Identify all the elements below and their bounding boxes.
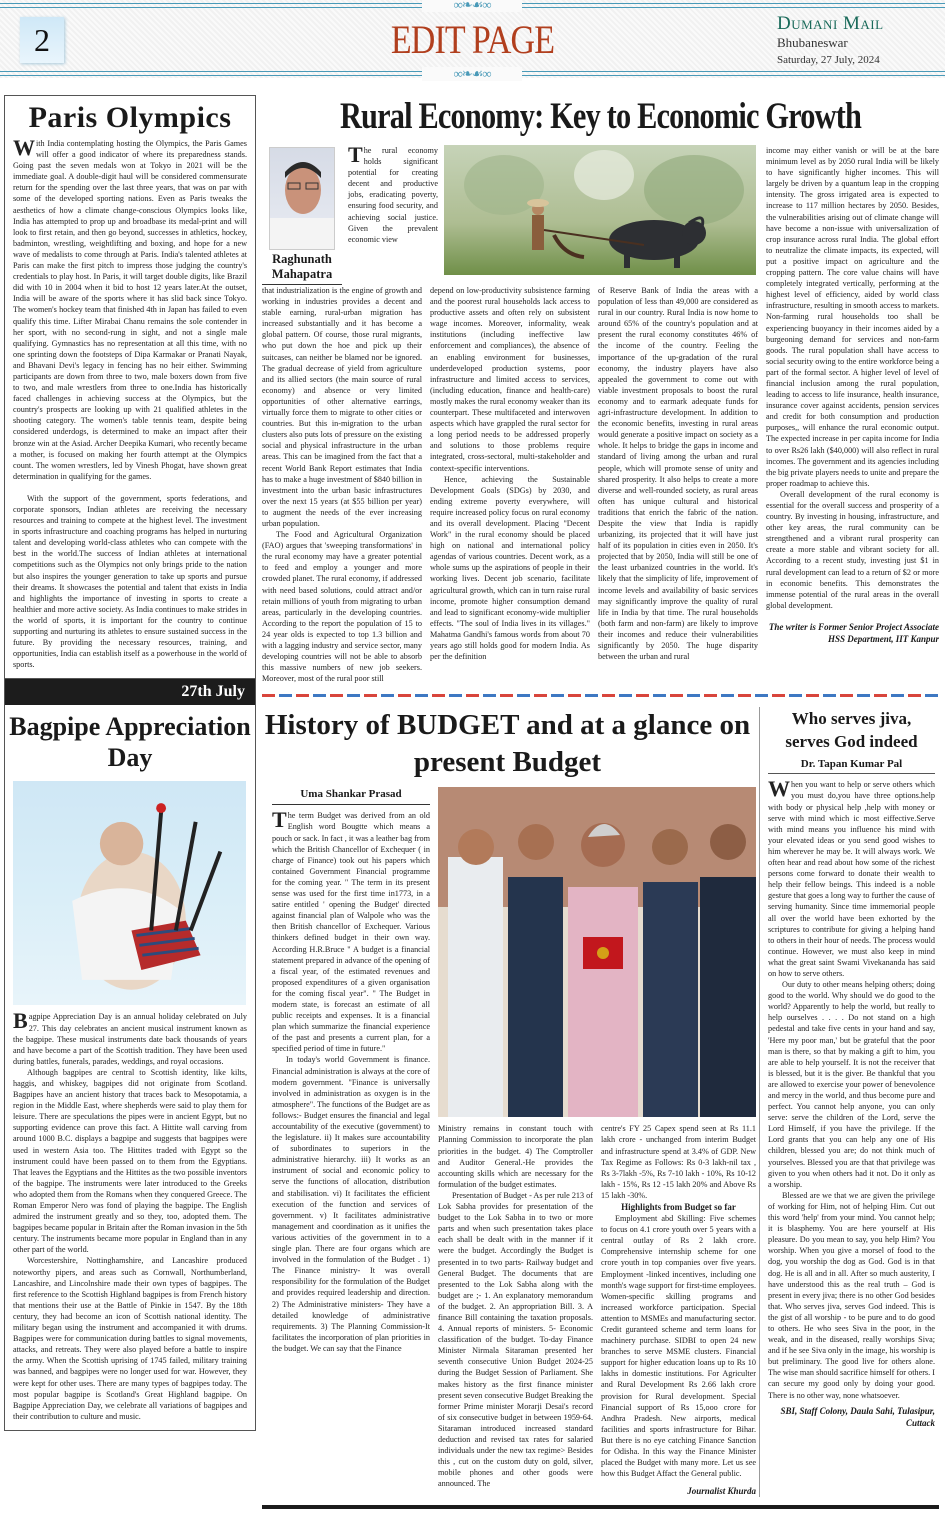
paragraph: The Food and Agricultural Organization (FAO) argues that 'sweeping transformations' in the rural economy may have a greater potential to feed and employ a younger and more crowded planet. The rural economy, if addressed with need based solutions, could attract and/or retain millions of youth from migrating to urban areas, particularly in the developing countries. According to the report the population of 15 to 24 year olds is expected to top 1.3 billion and with a lagging industry and service sector, many developing countries will not be able to absorb this massive numbers of new job seekers. Moreover, most of the rural poor still [262,530,422,684]
budget-presentation-photo [438,787,756,1117]
paragraph: With the support of the government, sports federations, and corporate sponsors, Indian athletes are receiving the necessary resources and training to compete at the highest level. The investment in sports infrastructure and coaching programs has helped in nurturing talent and developing world-class athletes who can compete with the best in the world.The success of Indian athletes at international competitions such as the Olympics not only brings pride to the nation but also inspires the younger generation to take up sports and pursue their dreams. It showcases the potential and talent that exists in India and highlights the importance of investing in sports to create a healthier and more active society. As India continues to make strides in the world of sports, it is important for the country to continue supporting and nurturing its athletes to ensure sustained success in the future. By providing the necessary resources, training, and opportunities, India can establish itself as a powerhouse in the world of sports. [13,493,247,670]
article-jiva [760,707,935,1428]
ornament-icon: ∞❧☙∞ [422,0,522,12]
paragraph: Our duty to other means helping others; doing good to the world. Why should we do good to the world? Apparently to help the world, but really to help ourselves . . . . Do not stand on a high pedestal and take five cents in your hand and say, 'Here my poor man,' but be grateful that the poor man is there, so that by making a gift to him, you are able to help yourself. It is not the receiver that is blessed, but it is the giver. Be thankful that you are allowed to exercise your power of benevolence and mercy in the world, and thus become pure and perfect. You cannot help anyone, you can only serve: serve the children of the Lord, serve the Lord Himself, if you have the privilege. If the Lord grants that you can help any one of His children, blessed you are; do not think much of yourselves. Blessed you are that that privilege was given to you when others had it not. Do it only as a worship. [768,980,935,1189]
article-title-budget: History of BUDGET and at a glance on present Budget [264,709,751,779]
rural-header-row [262,142,758,281]
author-credit: Journalist Khurda [687,1486,756,1497]
rural-article-body [262,142,940,684]
article-body [768,776,935,1400]
paragraph-text: agpipe Appreciation Day is an annual holiday celebrated on July 27. This day celebrates an ancient musical instrument known as the bagpipe. These musical instruments date back thousands of years and have become a part of the Scottish tradition. They have been used during battles, funerals, parades, weddings, and royal occasions. [13,1012,247,1066]
drop-cap: W [768,776,790,802]
drop-cap: W [13,135,35,160]
paragraph: that industrialization is the engine of growth and working in industries provides a decent and stable earning, rural-urban migration has increased substantially and it has become a global pattern. Of course, those rural migrants, who put down the hoe and pick up their suitcases, can neither be blamed nor be ignored. The gradual decrease of yield from agriculture and its allied sectors (the main source of rural economy) and absence or very limited opportunities of other alternative earrings, virtually force them to migrate to other cities or countries. But this in-migration to the urban clusters also puts lots of pressure on the existing social and physical infrastructure in the urban areas. This can be imagined from the fact that a recent World Bank Report estimates that India has to make a huge investment of $840 billion in investment into the urban basic infrastructures over the next 15 years (at $55 billion per year) to augment the needs of the ever increasing urban population. [262,286,422,528]
author-credit: SBI, Staff Colony, Daula Sahi, Tulasipur, Cuttack [780,1405,935,1428]
right-column [262,95,939,1509]
page-number: 2 [20,17,64,63]
edition-city: Bhubaneswar [777,35,848,50]
article-column [766,145,939,611]
author-block [262,145,342,285]
article-paris-olympics [4,95,256,679]
article-column [601,1123,756,1479]
bagpiper-photo [13,781,246,1005]
ornament-icon: ∞❧☙∞ [422,67,522,81]
drop-cap: B [13,1008,28,1034]
paragraph: In today's world Government is finance. Financial administration is always at the core of modern government. "Finance is universally involved in administration as oxygen is in the atmosphere". The functions of the Budget are as follows:- Budget ensures the financial and legal accountability of the executive (government) to the legislature. ii) It makes sure accountability of subordinates to superiors in the administrative hierarchy. iii) It works as an instrument of social and economic policy to serve the functions of allocation, distribution and stabilisation. vi) It facilitates the efficient execution of the function and services of government. v) It facilitates administrative management and coordination as it unifies the various activities of the government in to a single plan. There are four organs which are involved in the formulation of the Budget . 1) The Finance ministry- It was overall responsibility for the formulation of the Budget and provides required leadership and direction. 2) The Administrative ministers- They have a detailed knowledge of administrative requirements. 3) The Planning Commission-It facilitates the incorporation of plan priorities in the budget. We can say that the Finance [272,1055,430,1353]
article-column [272,807,431,1354]
paragraph: Hence, achieving the Sustainable Development Goals (SDGs) by 2030, and ending extreme poverty everywhere, will require increased policy focus on rural economy and its overall development. Placing "Decent Work" in the rural economy should be placed high on national and international policy agendas of various countries. Decent work, as a whole sums up the aspirations of people in their working lives. Decent job scenario, facilitate agricultural growth, which can in turn raise rural income, promote higher consumption demand and lead to significant economy-wide multiplier effects. "The soul of India lives in its villages." Mahatma Gandhi's famous words from about 70 years ago still holds good for modern India. As per the definition [430,474,590,662]
newspaper-name: Dumani Mail [777,13,884,34]
rural-columns [262,285,758,684]
edition-date: Saturday, 27 July, 2024 [777,54,880,66]
drop-cap: T [348,142,363,167]
article-rural-economy [262,95,939,684]
paragraph: Worcestershire, Nottinghamshire, and Lancashire produced noteworthy pipers, and areas such as Cornwall, Northumberland, Lancashire, and Lincolnshire made their own types of bagpipes. The first reference to the Scottish Highland bagpipes is from French history that mentions their use at the Battle of Pinkie in 1547. By the 18th century, they had become an icon of Scottish national identity. The military began using the instrument and accompanied it with drums. Bagpipes were for communication during battles to signal movements, attacks, and retreats. They were also played before a battle to inspire the army. When the Scottish uprising of 1745 failed, military training was banned, and bagpipes were no longer used for war. However, they were kept for other uses. There are many types of bagpipes today. The most popular bagpipe is Scotland's Great Highland bagpipe. On Bagpipe Appreciation Day, we celebrate all variations of bagpipes and their contribution to culture and music. [13,1256,247,1421]
page-body [0,78,945,1513]
budget-body [262,787,756,1497]
masthead [0,0,945,81]
article-body [5,1005,255,1421]
section-title: EDIT PAGE [390,17,555,62]
budget-right-block [438,787,756,1497]
paragraph [348,142,438,245]
article-column [430,285,590,684]
paragraph: Presentation of Budget - As per rule 213 of Lok Sabha provides for presentation of the budget to the Lok Sabha in to two or more parts and when such presentation takes place each shall be dealt with in the manner if it were the budget. Accordingly the Budget is presented in to two parts- Railway budget and General Budget. The documents that are presented to the Lok Sabha along with the budget are ;- 1. An explanatory memorandum of the budget. 2. An appropriation Bill. 3. A finance Bill containing the taxation proposals. 4. Annual reports of ministers. 5- Economic classification of the budget. To-day Finance Minister Nirmala Sitaraman presented her seventh consecutive Union Budget 2024-25 during the Budget Session of Parliament. She makes history as the first finance minister present seven consecutive Budget Breaking the former Prime minister Morarji Desai's record of six consecutive budget in between 1959-64. Sitaraman introduced increased standard deduction and revised tax rates for salaried individuals under the new tax regime> Besides this , cut on the custom duty on gold, silver, mobile phones and other goods were announced. The [438,1190,593,1489]
lower-band [262,707,939,1497]
paragraph: Overall development of the rural economy is essential for the overall success and prosperity of a country. By investing in housing, infrastructure, and other key areas, the rural community can be strengthened and a vibrant rural prosperity can create a more stable and vibrant society for all. According to a recent study, investing just $1 in rural development can lead to a return of $2 or more in economic benefits. This demonstrates the immense potential of the rural areas in the overall global development. [766,489,939,610]
budget-last-column [601,1123,756,1497]
paragraph: Ministry remains in constant touch with Planning Commission to incorporate the plan priorities in the budget. 4) The Comptroller and Auditor General.-He provides the accounting skills which are necessary for the formulation of the budget estimates. [438,1124,593,1189]
author-credit: The writer is Former Senior Project Associate HSS Department, IIT Kanpur [768,621,939,644]
article-body [5,135,255,670]
article-title-jiva: Who serves jiva, serves God indeed [785,709,918,752]
subheading: Highlights from Budget so far [621,1202,736,1213]
article-title: Paris Olympics [28,101,232,134]
paragraph: of Reserve Bank of India the areas with a population of less than 49,000 are considered as rural in our country. Rural India is now home to around 65% of the country's population and at present the rural economy constitutes 46% of the income of the country. Feeling the importance of the up-gradation of the rural economy, the industry players have also appealed the government to come out with viable investment proposals to boost the rural economy and to earmark adequate funds for agri-infrastructure development. In addition to the economic benefits, investing in rural areas would generate a positive impact on society as a whole. It helps to bridge the gaps in income and standard of living among the urban and rural people, which will promote sense of unity and shared prosperity. It also helps to create a more diverse and well-rounded society, as rural areas often has unique cultural and historical traditions that enrich the fabric of the nation. Despite the view that India is rapidly urbanizing, its projected that it will have just half of its population in cities even in 2050. It's projected that by 2050, India will still be one of the least urbanized countries in the world. It's likely that the simplicity of life, improvement of income levels and availability of basic services may significantly improve the quality of rural life in India by that time. The rural households (both farm and non-farm) are likely to improve their incomes and reduce their vulnerabilities significantly by 2050. The huge disparity between the urban and rural [598,286,758,662]
author-photo [269,147,335,250]
paragraph-text: he term Budget was derived from an old English word Bougtte which means a pouch or sack. In fact , it was a leather bag from which the British Chancellor of Exchequer ( in charge of Finance) took out his papers which contained Government Financial programme for the coming year. " The term in its present sense was used for the first time in1773, in a satire entitled ' opening the Budget' directed against financial plan of Walpole who was the then British chancellor of Exchequer. Various thinkers defined budget in their own way. According H.R.Bruce " A budget is a financial statement prepared in advance of the opening of a fiscal year, of the estimated revenues and proposed expenditures of a given organisation for the coming fiscal year". " The Budget in modern state, is forecast an estimate of all public receipts and expenses. It is a financial plan which summarize the financial experience of the past and presents a current plan, for a specified period of time in future." [272,811,431,1054]
author-name: Raghunath Mahapatra [262,252,342,285]
budget-columns [438,1123,756,1497]
article-bagpipe-day [4,679,256,1430]
author-portrait [270,148,335,250]
paragraph: centre's FY 25 Capex spend seen at Rs 11.1 lakh crore - unchanged from interim Budget and infrastructure spend at 3.4% of GDP. New Tax Regime as Follows: Rs 0-3 lakh-nil tax , Rs 3-7lakh -5%, Rs 7-10 lakh - 10%, Rs 10-12 lakh - 15%, Rs 12 -15 lakh 20% and Above Rs 15 lakh -30%. [601,1124,756,1200]
article-column [262,285,422,684]
left-column [4,95,256,1431]
paragraph: income may either vanish or will be at the bare minimum level as by 2050 rural India will be likely to have significantly higher incomes. This will largely be driven by a quantum leap in the cropping intensity. The gross irrigated area is expected to increase to 117 million hectares by 2050. Besides, the vulnerabilities arising out of climate change will have become a non-issue with universalization of crop insurance across rural India. The global effort to neutralize the climate impacts, its expected, will put a positive impact on agriculture and the cropping pattern. The core value chains will have completely integrated vertically, performing at the highest level of efficiency, aided by world class infrastructure, resulting in smooth access to markets. Non-farming rural households too shall be experiencing buoyancy in their incomes aided by a burgeoning demand for services and non-farm goods. The rural population shall have access to social security owing to the entire workforce being a part of the formal sector. A higher level of level of financial inclusion among the rural population, leading to access to life insurance, health insurance, insurance cover against accidents, pension services and credit for both consumption and production purposes,, will enhance the rural economic output. The expected increase in per capita income for India to over Rs26 lakh ($40,000) will also reflect in rural incomes. The government and its agencies including the big private players needs to unite and prepare the proper roadmap to achieve this. [766,146,940,488]
article-lead [348,142,438,245]
author-name: Dr. Tapan Kumar Pal [768,757,935,774]
paragraph-text: hen you want to help or serve others which you must do,you have three options.help with body or physical help ,help with money or serve with mind which ic most eiffective.Serve with mind means you influence his mind with your elevated ideas or you send good wishes to him wherever he may be. It will always work. We often hear and read about how some of the richest persons come forward to donate their wealth to help their fellow beings. This indeed is a noble gesture that goes a long way to further the cause of serving humanity. Since time immemorial people all over the world have been exhorted by the scriptures to contribute for giving a helping hand to others in their hour of needs. The process would continue. However, we must also keep in mind what the great saint Swami Vivekananda has said on how to serve others. [768,780,935,978]
bagpiper-illustration [13,781,246,1005]
finance-minister-illustration [438,787,756,1117]
paragraph: Employment abd Skilling: Five schemes to focus on 4.1 crore youth over 5 years with a central outlay of Rs 2 lakh crore. Comprehensive internship scheme for one crore youth in top companies over five years. Employment -linked incentives, including one month's wage support for first-time employees. Women-specific skilling programs and increased workforce participation. Special attention to MSMEs and manufacturing sector. Credit guranteed scheme and term loans for machinery purchase. SIDBI to open 24 new branches to serve MSME clusters. Financial support for higher education loans up to Rs 10 lakhs in domestic institutions. For Agriculter and Rural Development Rs 2.66 lakh crore provision for Rural development. Special Financial support of Rs 15,ooo crore for Andhra Pradesh. New airports, medical facilities and sports infrastructure for Bihar. But there is no eye catching Finance Sanction for Odisha. In this way the Finance Minister placed the Budget with many more. Let us see how this Budget Affact the General public. [601,1214,756,1479]
budget-left-block [272,787,430,1354]
article-column [438,1123,593,1497]
paragraph: depend on low-productivity subsistence farming and the poorest rural households lack access to productive assets and often rely on subsistent wage incomes. Moreover, informality, weak institutions (including ineffective law enforcement and compliances), the absence of an enabling environment for businesses, underdeveloped production systems, poor infrastructure and limited access to services, (including education, finance and health-care) mostly makes the rural economy weaker than its counterpart. These multifaceted and interwoven aspects which have grappled the rural sector for a long period needs to be addressed properly and solutions to those problems require integrated, cross-sectoral, multi-stakeholder and context-specific interventions. [430,286,590,473]
paragraph: Although bagpipes are central to Scottish identity, like kilts, haggis, and whiskey, bagpipes did not originate from Scotland. Bagpipes have an ancient history that traces back to Mesopotamia, a region in the Middle East, where shepherds were said to play them for leisure. There are speculations the pipes were in ancient Egypt, but no supporting evidence can prove this fact. A Hittite wall carving from around 1000 B.C. displays a bagpipe and suggests that bagpipes were used in western Asia too. The Hittites traded with Egypt so the instrument could have been passed on to them from the Egyptians. That leaves the Egyptians and the Hittites as the two possible inventors of the bagpipe. The instruments were later introduced to the Greeks who adopted them from the Romans when they conquered Greece. The Roman Emperor Nero was fond of playing the bagpipe. The English admired the instrument greatly and so they, too, adopted them. The bagpipes became popular in Britain after the Roman invasion in the 5th century. The instruments became more popular in England than in any other part of the world. [13,1067,247,1255]
paragraph: Blessed are we that we are given the privilege of working for Him, not of helping Him. Cut out this word 'help' from your mind. You cannot help; it is blasphemy. You are here yourself at His pleasure. Do you mean to say, you help Him? You worship. When you give a morsel of food to the dog, you worship the dog as God. God is in that dog. He is all and in all. After so much austerity, I have understood this as the real truth – God is present in every jiva; there is no other God besides that. Who serves jiva, serves God indeed. This is the gist of all worship - to be pure and to do good to others. He who sees Siva in the poor, in the weak, and in the diseased, really worships Siva; and if he see Siva only in the image, his worship is but preliminary. The good live for others alone. The wise man should sacrifice himself for others. I can secure my good only by doing your good. There is no other way, none whatsoever. [768,1190,935,1400]
footer-rule [262,1505,939,1509]
rural-right-block [766,145,939,645]
rural-left-block [262,142,758,684]
article-budget [262,707,759,1497]
paragraph [13,1008,247,1066]
section-divider [262,694,939,697]
article-title-rural-economy: Rural Economy: Key to Economic Growth [339,96,862,137]
article-column [598,285,758,684]
paragraph [272,807,431,1054]
paragraph-text: he rural economy holds significant potential for creating decent and productive jobs, eradicating poverty, ensuring food security, and achieving social justice. Given the prevalent economic view [348,146,438,244]
paragraph-text: ith India contemplating hosting the Olympics, the Paris Games will offer a good indicator of where its preparedness stands. Going past the seven medals won at Tokyo in 2021 will be the immediate goal. A double-digit haul will be considered commensurate return for the spending over the last three years, that was on par with some of the developed sporting nations. Even as Paris tweaks the aesthetics of how a climate change-conscious Olympics looks like, India has attempted to prop up and broadbase its medal-print and will look to first retain, and then go beyond, successes in athletics, hockey, badminton, wrestling, weightlifting and boxing, and hope for a new wave of medalists to come through at Paris. India's talented athletes at Paris can make the first pitch to impress those judging the country's credentials to play host. In Paris, it will target double digits, like Brazil did with 10 in 2004 when it bid to host 12 years later.At the outset, India will be aware of the sports where it has slid back since Tokyo. The women's hockey team that finished 4th in Japan has failed to even qualify this time. Lifter Mirabai Chanu remains the sole contender in her sport, with no second-rung in sight, and not a single male qualifying. Gymnastics has no representation at all this time, with no one sprinting down the footsteps of Dipa Karmakar or Pranati Nayak, and Bhavani Devi's legacy in fencing has no heir either. Swimming participants are down from three to two, male boxers down from five to two, and male wrestlers from three to one.India has historically faced challenges in achieving success at the Olympics, but the country's prospects are looking up with 21 qualified athletes in the shooting category. The women's table tennis team, despite being considered underdogs, is determined to make an impact after their bronze win at the Asiad. Archer Deepika Kumari, who recently became a mother, is focused on making her fourth attempt at the Olympics count. The women wrestlers, led by Vinesh Phogat, have shown great determination in qualifying for the games. [13,139,247,481]
paragraph [13,135,247,482]
farmer-ploughing-photo [444,145,756,275]
date-banner: 27th July [5,679,255,705]
ploughing-illustration [444,145,756,275]
author-name: Uma Shankar Prasad [272,787,430,805]
article-title: Bagpipe Appreciation Day [9,712,251,773]
drop-cap: T [272,807,287,833]
paragraph [768,776,935,979]
